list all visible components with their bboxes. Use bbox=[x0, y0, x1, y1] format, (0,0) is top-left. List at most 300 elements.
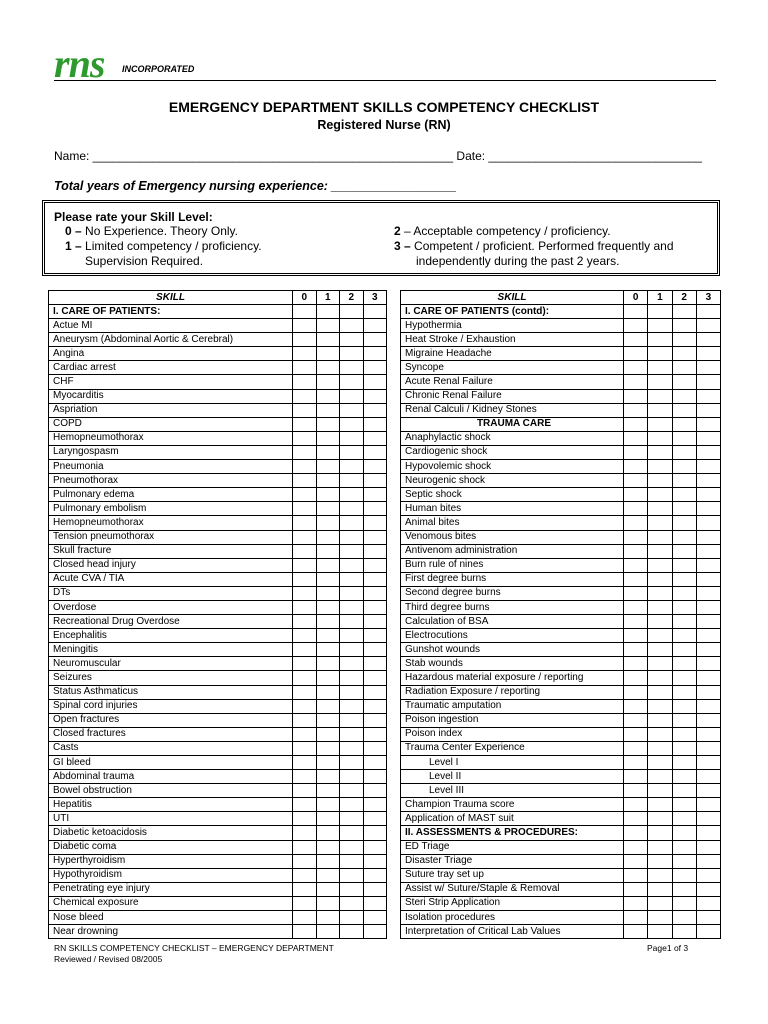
rating-2-cell[interactable] bbox=[340, 699, 364, 713]
rating-2-cell[interactable] bbox=[340, 643, 364, 657]
rating-1-cell[interactable] bbox=[648, 643, 672, 657]
rating-0-cell[interactable] bbox=[624, 699, 648, 713]
rating-1-cell[interactable] bbox=[648, 699, 672, 713]
rating-3-cell[interactable] bbox=[363, 685, 387, 699]
rating-3-cell[interactable] bbox=[696, 558, 720, 572]
rating-2-cell[interactable] bbox=[672, 784, 696, 798]
rating-1-cell[interactable] bbox=[648, 544, 672, 558]
rating-2-cell[interactable] bbox=[672, 488, 696, 502]
rating-0-cell[interactable] bbox=[293, 333, 317, 347]
rating-2-cell[interactable] bbox=[340, 868, 364, 882]
rating-2-cell[interactable] bbox=[340, 333, 364, 347]
rating-1-cell[interactable] bbox=[648, 431, 672, 445]
rating-2-cell[interactable] bbox=[672, 925, 696, 939]
rating-0-cell[interactable] bbox=[624, 770, 648, 784]
rating-1-cell[interactable] bbox=[648, 361, 672, 375]
rating-0-cell[interactable] bbox=[293, 417, 317, 431]
rating-3-cell[interactable] bbox=[696, 333, 720, 347]
rating-0-cell[interactable] bbox=[293, 600, 317, 614]
rating-0-cell[interactable] bbox=[624, 868, 648, 882]
rating-0-cell[interactable] bbox=[293, 558, 317, 572]
rating-0-cell[interactable] bbox=[624, 925, 648, 939]
rating-3-cell[interactable] bbox=[696, 319, 720, 333]
rating-1-cell[interactable] bbox=[316, 657, 340, 671]
rating-3-cell[interactable] bbox=[363, 586, 387, 600]
rating-1-cell[interactable] bbox=[316, 403, 340, 417]
rating-2-cell[interactable] bbox=[340, 516, 364, 530]
rating-0-cell[interactable] bbox=[293, 488, 317, 502]
rating-3-cell[interactable] bbox=[696, 911, 720, 925]
rating-0-cell[interactable] bbox=[293, 713, 317, 727]
rating-1-cell[interactable] bbox=[648, 854, 672, 868]
rating-0-cell[interactable] bbox=[624, 600, 648, 614]
rating-2-cell[interactable] bbox=[340, 756, 364, 770]
rating-1-cell[interactable] bbox=[316, 544, 340, 558]
rating-1-cell[interactable] bbox=[648, 925, 672, 939]
rating-2-cell[interactable] bbox=[340, 911, 364, 925]
rating-1-cell[interactable] bbox=[648, 403, 672, 417]
rating-1-cell[interactable] bbox=[648, 586, 672, 600]
rating-2-cell[interactable] bbox=[672, 558, 696, 572]
rating-0-cell[interactable] bbox=[293, 699, 317, 713]
rating-2-cell[interactable] bbox=[340, 389, 364, 403]
rating-0-cell[interactable] bbox=[293, 572, 317, 586]
rating-3-cell[interactable] bbox=[363, 854, 387, 868]
rating-0-cell[interactable] bbox=[624, 911, 648, 925]
rating-2-cell[interactable] bbox=[340, 727, 364, 741]
rating-3-cell[interactable] bbox=[696, 460, 720, 474]
rating-2-cell[interactable] bbox=[672, 671, 696, 685]
rating-1-cell[interactable] bbox=[316, 347, 340, 361]
rating-1-cell[interactable] bbox=[316, 671, 340, 685]
rating-2-cell[interactable] bbox=[672, 544, 696, 558]
rating-3-cell[interactable] bbox=[363, 629, 387, 643]
rating-3-cell[interactable] bbox=[696, 431, 720, 445]
rating-2-cell[interactable] bbox=[672, 403, 696, 417]
rating-1-cell[interactable] bbox=[648, 502, 672, 516]
rating-1-cell[interactable] bbox=[648, 784, 672, 798]
rating-2-cell[interactable] bbox=[340, 502, 364, 516]
rating-1-cell[interactable] bbox=[648, 530, 672, 544]
rating-3-cell[interactable] bbox=[696, 474, 720, 488]
rating-3-cell[interactable] bbox=[696, 615, 720, 629]
rating-2-cell[interactable] bbox=[672, 643, 696, 657]
rating-3-cell[interactable] bbox=[696, 727, 720, 741]
rating-0-cell[interactable] bbox=[624, 319, 648, 333]
rating-3-cell[interactable] bbox=[363, 798, 387, 812]
rating-2-cell[interactable] bbox=[672, 629, 696, 643]
rating-2-cell[interactable] bbox=[340, 544, 364, 558]
rating-1-cell[interactable] bbox=[316, 474, 340, 488]
rating-3-cell[interactable] bbox=[696, 882, 720, 896]
rating-3-cell[interactable] bbox=[696, 375, 720, 389]
rating-2-cell[interactable] bbox=[340, 685, 364, 699]
rating-0-cell[interactable] bbox=[293, 756, 317, 770]
rating-2-cell[interactable] bbox=[340, 558, 364, 572]
rating-3-cell[interactable] bbox=[363, 389, 387, 403]
rating-3-cell[interactable] bbox=[363, 347, 387, 361]
rating-1-cell[interactable] bbox=[648, 600, 672, 614]
rating-0-cell[interactable] bbox=[293, 530, 317, 544]
rating-3-cell[interactable] bbox=[696, 854, 720, 868]
rating-1-cell[interactable] bbox=[316, 530, 340, 544]
rating-3-cell[interactable] bbox=[363, 431, 387, 445]
rating-0-cell[interactable] bbox=[624, 572, 648, 586]
rating-0-cell[interactable] bbox=[624, 516, 648, 530]
rating-1-cell[interactable] bbox=[316, 389, 340, 403]
rating-2-cell[interactable] bbox=[340, 615, 364, 629]
rating-2-cell[interactable] bbox=[340, 798, 364, 812]
rating-2-cell[interactable] bbox=[672, 600, 696, 614]
rating-2-cell[interactable] bbox=[340, 925, 364, 939]
rating-0-cell[interactable] bbox=[293, 347, 317, 361]
rating-0-cell[interactable] bbox=[624, 558, 648, 572]
rating-2-cell[interactable] bbox=[672, 615, 696, 629]
rating-1-cell[interactable] bbox=[648, 770, 672, 784]
rating-2-cell[interactable] bbox=[672, 657, 696, 671]
rating-1-cell[interactable] bbox=[648, 671, 672, 685]
rating-2-cell[interactable] bbox=[340, 826, 364, 840]
rating-0-cell[interactable] bbox=[624, 544, 648, 558]
rating-1-cell[interactable] bbox=[316, 586, 340, 600]
rating-2-cell[interactable] bbox=[672, 502, 696, 516]
rating-3-cell[interactable] bbox=[696, 516, 720, 530]
rating-3-cell[interactable] bbox=[363, 417, 387, 431]
rating-2-cell[interactable] bbox=[672, 770, 696, 784]
rating-1-cell[interactable] bbox=[648, 488, 672, 502]
rating-1-cell[interactable] bbox=[648, 756, 672, 770]
rating-1-cell[interactable] bbox=[648, 868, 672, 882]
rating-1-cell[interactable] bbox=[648, 882, 672, 896]
rating-2-cell[interactable] bbox=[672, 361, 696, 375]
rating-3-cell[interactable] bbox=[696, 347, 720, 361]
rating-2-cell[interactable] bbox=[340, 812, 364, 826]
rating-0-cell[interactable] bbox=[293, 840, 317, 854]
rating-3-cell[interactable] bbox=[696, 586, 720, 600]
rating-3-cell[interactable] bbox=[696, 896, 720, 910]
rating-2-cell[interactable] bbox=[672, 896, 696, 910]
rating-3-cell[interactable] bbox=[363, 671, 387, 685]
rating-2-cell[interactable] bbox=[672, 389, 696, 403]
rating-2-cell[interactable] bbox=[672, 727, 696, 741]
rating-3-cell[interactable] bbox=[363, 741, 387, 755]
rating-1-cell[interactable] bbox=[316, 417, 340, 431]
rating-0-cell[interactable] bbox=[293, 502, 317, 516]
rating-2-cell[interactable] bbox=[340, 530, 364, 544]
rating-0-cell[interactable] bbox=[293, 586, 317, 600]
rating-0-cell[interactable] bbox=[624, 403, 648, 417]
rating-2-cell[interactable] bbox=[672, 445, 696, 459]
rating-0-cell[interactable] bbox=[293, 615, 317, 629]
rating-3-cell[interactable] bbox=[363, 445, 387, 459]
rating-2-cell[interactable] bbox=[340, 784, 364, 798]
rating-2-cell[interactable] bbox=[340, 854, 364, 868]
rating-0-cell[interactable] bbox=[293, 868, 317, 882]
rating-3-cell[interactable] bbox=[363, 558, 387, 572]
rating-0-cell[interactable] bbox=[624, 460, 648, 474]
rating-0-cell[interactable] bbox=[624, 713, 648, 727]
rating-0-cell[interactable] bbox=[624, 615, 648, 629]
rating-2-cell[interactable] bbox=[340, 671, 364, 685]
rating-3-cell[interactable] bbox=[363, 868, 387, 882]
rating-0-cell[interactable] bbox=[293, 544, 317, 558]
rating-0-cell[interactable] bbox=[624, 488, 648, 502]
rating-0-cell[interactable] bbox=[293, 643, 317, 657]
rating-1-cell[interactable] bbox=[316, 431, 340, 445]
rating-2-cell[interactable] bbox=[340, 896, 364, 910]
rating-0-cell[interactable] bbox=[624, 854, 648, 868]
rating-0-cell[interactable] bbox=[624, 389, 648, 403]
rating-3-cell[interactable] bbox=[696, 657, 720, 671]
rating-1-cell[interactable] bbox=[648, 615, 672, 629]
rating-3-cell[interactable] bbox=[363, 925, 387, 939]
rating-2-cell[interactable] bbox=[340, 840, 364, 854]
rating-1-cell[interactable] bbox=[316, 896, 340, 910]
rating-0-cell[interactable] bbox=[293, 474, 317, 488]
rating-3-cell[interactable] bbox=[363, 600, 387, 614]
rating-0-cell[interactable] bbox=[293, 854, 317, 868]
rating-0-cell[interactable] bbox=[293, 925, 317, 939]
rating-2-cell[interactable] bbox=[672, 868, 696, 882]
rating-0-cell[interactable] bbox=[293, 516, 317, 530]
rating-2-cell[interactable] bbox=[340, 770, 364, 784]
rating-3-cell[interactable] bbox=[696, 544, 720, 558]
rating-0-cell[interactable] bbox=[624, 586, 648, 600]
rating-3-cell[interactable] bbox=[363, 713, 387, 727]
rating-1-cell[interactable] bbox=[648, 713, 672, 727]
rating-3-cell[interactable] bbox=[363, 572, 387, 586]
rating-2-cell[interactable] bbox=[340, 417, 364, 431]
rating-0-cell[interactable] bbox=[293, 896, 317, 910]
rating-2-cell[interactable] bbox=[340, 431, 364, 445]
rating-3-cell[interactable] bbox=[696, 488, 720, 502]
rating-3-cell[interactable] bbox=[363, 784, 387, 798]
rating-2-cell[interactable] bbox=[340, 572, 364, 586]
rating-3-cell[interactable] bbox=[696, 643, 720, 657]
rating-0-cell[interactable] bbox=[624, 445, 648, 459]
rating-3-cell[interactable] bbox=[696, 572, 720, 586]
rating-3-cell[interactable] bbox=[363, 615, 387, 629]
rating-0-cell[interactable] bbox=[293, 741, 317, 755]
rating-0-cell[interactable] bbox=[293, 685, 317, 699]
rating-1-cell[interactable] bbox=[648, 319, 672, 333]
rating-0-cell[interactable] bbox=[293, 812, 317, 826]
rating-1-cell[interactable] bbox=[648, 572, 672, 586]
rating-1-cell[interactable] bbox=[648, 445, 672, 459]
rating-3-cell[interactable] bbox=[696, 798, 720, 812]
rating-2-cell[interactable] bbox=[672, 474, 696, 488]
rating-1-cell[interactable] bbox=[316, 826, 340, 840]
rating-1-cell[interactable] bbox=[316, 911, 340, 925]
rating-3-cell[interactable] bbox=[363, 770, 387, 784]
rating-0-cell[interactable] bbox=[624, 375, 648, 389]
rating-3-cell[interactable] bbox=[363, 516, 387, 530]
rating-1-cell[interactable] bbox=[316, 727, 340, 741]
rating-1-cell[interactable] bbox=[648, 389, 672, 403]
rating-1-cell[interactable] bbox=[648, 460, 672, 474]
rating-2-cell[interactable] bbox=[672, 911, 696, 925]
rating-0-cell[interactable] bbox=[624, 840, 648, 854]
rating-3-cell[interactable] bbox=[696, 502, 720, 516]
rating-1-cell[interactable] bbox=[316, 375, 340, 389]
rating-1-cell[interactable] bbox=[316, 600, 340, 614]
rating-2-cell[interactable] bbox=[672, 319, 696, 333]
rating-1-cell[interactable] bbox=[316, 882, 340, 896]
rating-3-cell[interactable] bbox=[363, 896, 387, 910]
rating-0-cell[interactable] bbox=[624, 347, 648, 361]
rating-2-cell[interactable] bbox=[340, 445, 364, 459]
rating-2-cell[interactable] bbox=[340, 403, 364, 417]
rating-2-cell[interactable] bbox=[672, 756, 696, 770]
rating-2-cell[interactable] bbox=[672, 854, 696, 868]
rating-1-cell[interactable] bbox=[316, 699, 340, 713]
rating-1-cell[interactable] bbox=[316, 840, 340, 854]
rating-3-cell[interactable] bbox=[363, 319, 387, 333]
rating-2-cell[interactable] bbox=[340, 882, 364, 896]
rating-0-cell[interactable] bbox=[624, 784, 648, 798]
rating-1-cell[interactable] bbox=[648, 516, 672, 530]
rating-0-cell[interactable] bbox=[293, 657, 317, 671]
rating-0-cell[interactable] bbox=[624, 812, 648, 826]
rating-1-cell[interactable] bbox=[316, 741, 340, 755]
rating-0-cell[interactable] bbox=[293, 770, 317, 784]
rating-3-cell[interactable] bbox=[363, 699, 387, 713]
rating-0-cell[interactable] bbox=[293, 389, 317, 403]
rating-1-cell[interactable] bbox=[316, 460, 340, 474]
rating-2-cell[interactable] bbox=[340, 629, 364, 643]
rating-3-cell[interactable] bbox=[363, 756, 387, 770]
rating-3-cell[interactable] bbox=[696, 629, 720, 643]
rating-0-cell[interactable] bbox=[624, 741, 648, 755]
rating-3-cell[interactable] bbox=[363, 727, 387, 741]
rating-3-cell[interactable] bbox=[363, 840, 387, 854]
rating-0-cell[interactable] bbox=[624, 882, 648, 896]
rating-1-cell[interactable] bbox=[316, 643, 340, 657]
rating-0-cell[interactable] bbox=[624, 657, 648, 671]
rating-0-cell[interactable] bbox=[624, 502, 648, 516]
rating-1-cell[interactable] bbox=[316, 798, 340, 812]
rating-0-cell[interactable] bbox=[293, 361, 317, 375]
rating-2-cell[interactable] bbox=[672, 530, 696, 544]
rating-3-cell[interactable] bbox=[696, 699, 720, 713]
rating-1-cell[interactable] bbox=[316, 488, 340, 502]
rating-2-cell[interactable] bbox=[672, 586, 696, 600]
rating-0-cell[interactable] bbox=[624, 643, 648, 657]
rating-1-cell[interactable] bbox=[648, 347, 672, 361]
name-date-line[interactable]: Name: ______________________________________________________ Date: ________________________________ bbox=[54, 149, 702, 163]
rating-2-cell[interactable] bbox=[340, 488, 364, 502]
rating-3-cell[interactable] bbox=[696, 403, 720, 417]
rating-2-cell[interactable] bbox=[672, 798, 696, 812]
rating-2-cell[interactable] bbox=[340, 347, 364, 361]
rating-3-cell[interactable] bbox=[696, 600, 720, 614]
rating-3-cell[interactable] bbox=[363, 460, 387, 474]
rating-2-cell[interactable] bbox=[672, 375, 696, 389]
rating-0-cell[interactable] bbox=[624, 798, 648, 812]
rating-1-cell[interactable] bbox=[648, 911, 672, 925]
rating-0-cell[interactable] bbox=[624, 671, 648, 685]
rating-3-cell[interactable] bbox=[696, 445, 720, 459]
rating-1-cell[interactable] bbox=[316, 770, 340, 784]
rating-1-cell[interactable] bbox=[648, 474, 672, 488]
rating-3-cell[interactable] bbox=[363, 911, 387, 925]
rating-2-cell[interactable] bbox=[672, 347, 696, 361]
rating-1-cell[interactable] bbox=[316, 756, 340, 770]
rating-1-cell[interactable] bbox=[316, 854, 340, 868]
rating-1-cell[interactable] bbox=[648, 333, 672, 347]
rating-0-cell[interactable] bbox=[293, 403, 317, 417]
rating-2-cell[interactable] bbox=[340, 600, 364, 614]
rating-1-cell[interactable] bbox=[316, 713, 340, 727]
rating-0-cell[interactable] bbox=[624, 530, 648, 544]
rating-0-cell[interactable] bbox=[624, 333, 648, 347]
rating-3-cell[interactable] bbox=[696, 784, 720, 798]
rating-2-cell[interactable] bbox=[672, 699, 696, 713]
rating-2-cell[interactable] bbox=[672, 713, 696, 727]
rating-0-cell[interactable] bbox=[624, 431, 648, 445]
rating-3-cell[interactable] bbox=[363, 361, 387, 375]
rating-1-cell[interactable] bbox=[648, 840, 672, 854]
rating-0-cell[interactable] bbox=[293, 319, 317, 333]
rating-3-cell[interactable] bbox=[363, 643, 387, 657]
rating-1-cell[interactable] bbox=[316, 615, 340, 629]
rating-0-cell[interactable] bbox=[293, 671, 317, 685]
rating-0-cell[interactable] bbox=[293, 882, 317, 896]
rating-3-cell[interactable] bbox=[363, 657, 387, 671]
rating-0-cell[interactable] bbox=[293, 375, 317, 389]
rating-2-cell[interactable] bbox=[672, 741, 696, 755]
rating-2-cell[interactable] bbox=[340, 713, 364, 727]
rating-3-cell[interactable] bbox=[696, 812, 720, 826]
rating-0-cell[interactable] bbox=[624, 756, 648, 770]
rating-0-cell[interactable] bbox=[293, 445, 317, 459]
rating-2-cell[interactable] bbox=[672, 516, 696, 530]
rating-2-cell[interactable] bbox=[672, 882, 696, 896]
rating-3-cell[interactable] bbox=[363, 812, 387, 826]
rating-0-cell[interactable] bbox=[293, 798, 317, 812]
rating-3-cell[interactable] bbox=[696, 770, 720, 784]
rating-3-cell[interactable] bbox=[696, 925, 720, 939]
rating-3-cell[interactable] bbox=[363, 544, 387, 558]
rating-3-cell[interactable] bbox=[696, 840, 720, 854]
rating-3-cell[interactable] bbox=[696, 741, 720, 755]
rating-1-cell[interactable] bbox=[316, 319, 340, 333]
rating-0-cell[interactable] bbox=[624, 361, 648, 375]
rating-0-cell[interactable] bbox=[293, 431, 317, 445]
rating-1-cell[interactable] bbox=[316, 516, 340, 530]
rating-2-cell[interactable] bbox=[340, 741, 364, 755]
rating-1-cell[interactable] bbox=[316, 925, 340, 939]
rating-1-cell[interactable] bbox=[648, 798, 672, 812]
rating-1-cell[interactable] bbox=[648, 375, 672, 389]
rating-0-cell[interactable] bbox=[293, 727, 317, 741]
rating-2-cell[interactable] bbox=[340, 375, 364, 389]
rating-1-cell[interactable] bbox=[316, 868, 340, 882]
rating-2-cell[interactable] bbox=[340, 361, 364, 375]
rating-3-cell[interactable] bbox=[696, 868, 720, 882]
rating-2-cell[interactable] bbox=[672, 685, 696, 699]
rating-1-cell[interactable] bbox=[648, 741, 672, 755]
rating-2-cell[interactable] bbox=[672, 431, 696, 445]
rating-3-cell[interactable] bbox=[363, 403, 387, 417]
rating-3-cell[interactable] bbox=[696, 756, 720, 770]
rating-2-cell[interactable] bbox=[340, 586, 364, 600]
rating-1-cell[interactable] bbox=[316, 558, 340, 572]
rating-2-cell[interactable] bbox=[672, 840, 696, 854]
rating-3-cell[interactable] bbox=[363, 882, 387, 896]
rating-3-cell[interactable] bbox=[363, 474, 387, 488]
rating-1-cell[interactable] bbox=[316, 361, 340, 375]
